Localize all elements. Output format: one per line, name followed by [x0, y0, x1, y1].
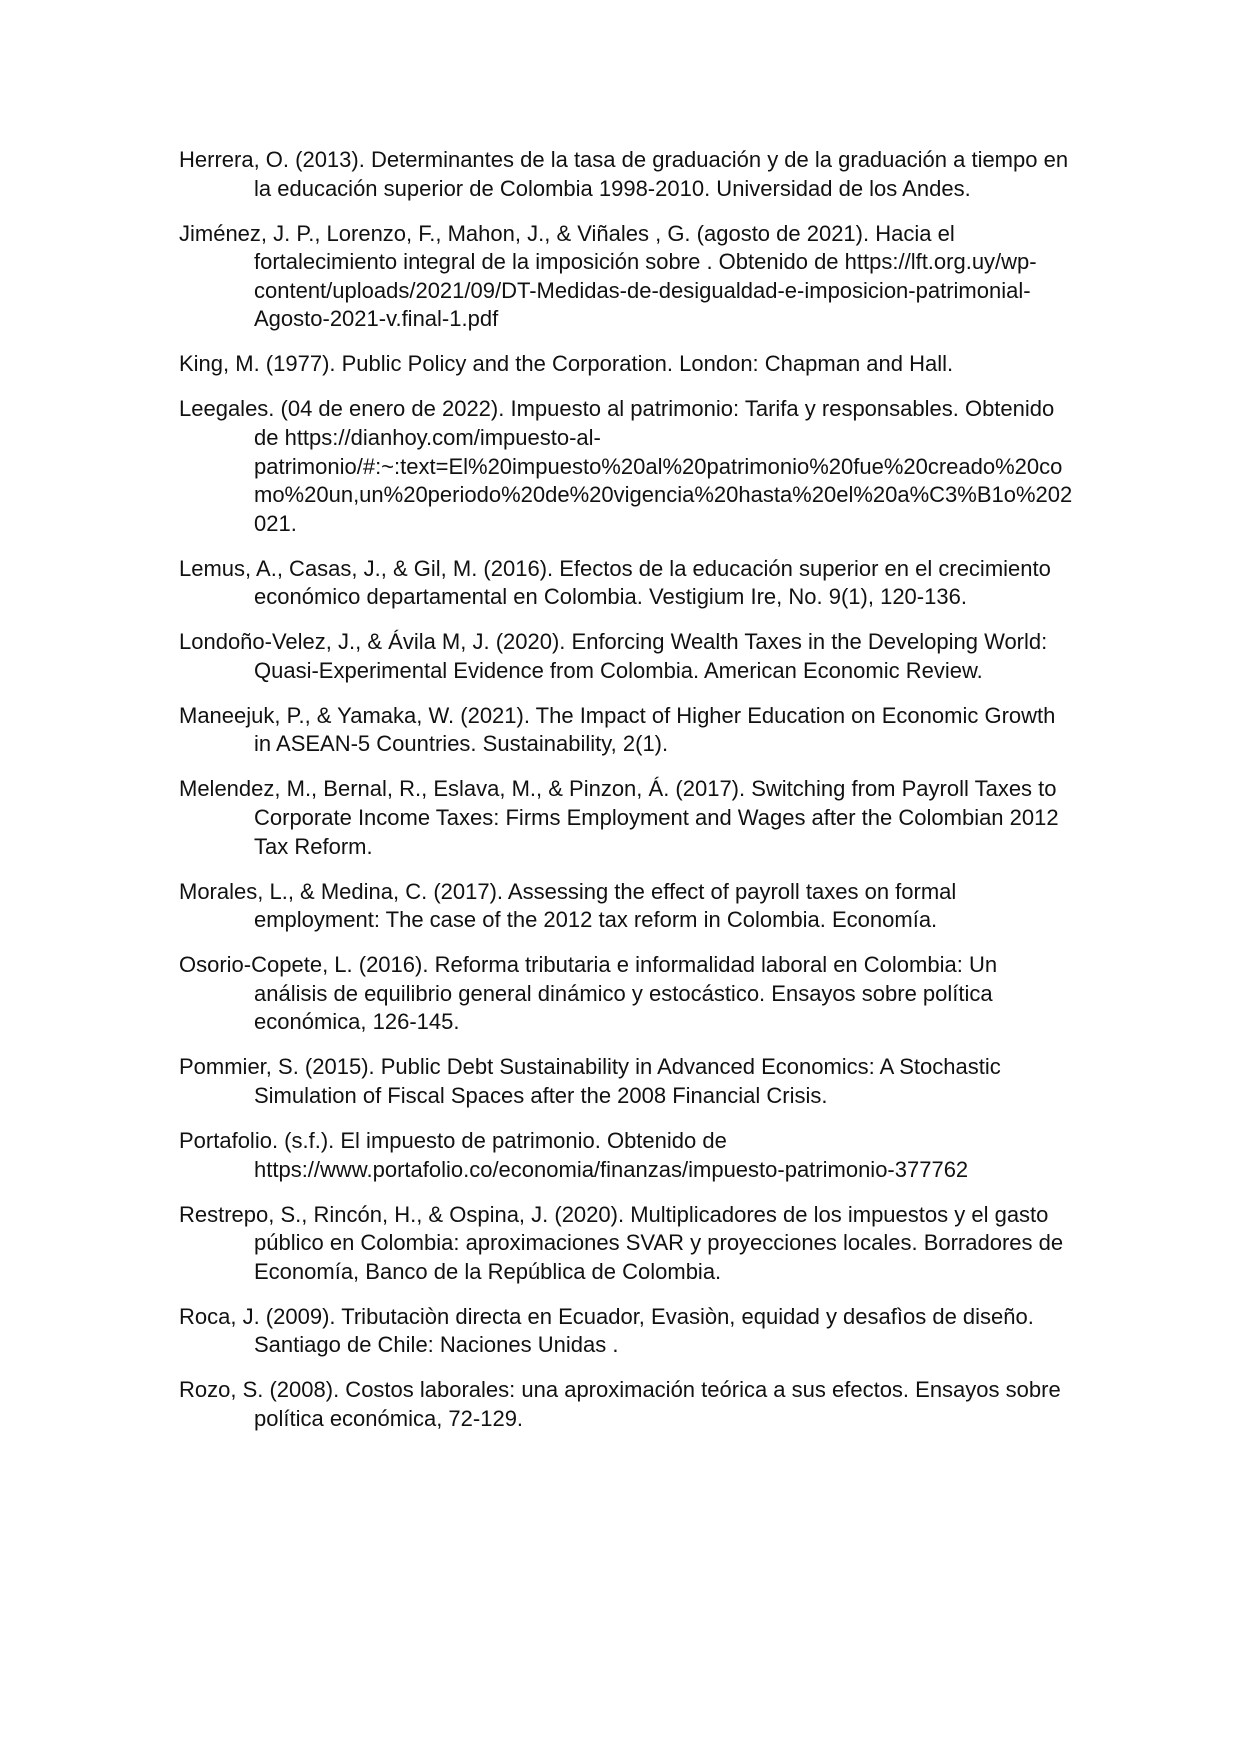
reference-entry: Herrera, O. (2013). Determinantes de la tasa de graduación y de la graduación a tiempo en la educación superior de Colombia 1998-2010. Universidad de los Andes.	[179, 147, 1069, 201]
reference-list	[179, 146, 1075, 1450]
reference-entry: Leegales. (04 de enero de 2022). Impuesto al patrimonio: Tarifa y responsables. Obtenido de https://dianhoy.com/impuesto-al-patrimonio/#:~:text=El%20impuesto%20al%20patrimonio%20fue%20creado%20como%20un,un%20periodo%20de%20vigencia%20hasta%20el%20a%C3%B1o%202021.	[179, 396, 1073, 536]
reference-entry: Jiménez, J. P., Lorenzo, F., Mahon, J., & Viñales , G. (agosto de 2021). Hacia el fortalecimiento integral de la imposición sobre . Obtenido de https://lft.org.uy/wp-content/uploads/2021/09/DT-Medidas-de-desigualdad-e-imposicion-patrimonial-Agosto-2021-v.final-1.pdf	[179, 220, 1037, 332]
reference-entry: King, M. (1977). Public Policy and the Corporation. London: Chapman and Hall.	[179, 351, 954, 377]
reference-entry: Osorio-Copete, L. (2016). Reforma tributaria e informalidad laboral en Colombia: Un análisis de equilibrio general dinámico y estocástico. Ensayos sobre política económica, 126-145.	[179, 952, 998, 1035]
reference-entry: Maneejuk, P., & Yamaka, W. (2021). The Impact of Higher Education on Economic Growth in ASEAN-5 Countries. Sustainability, 2(1).	[179, 702, 1056, 757]
reference-entry: Restrepo, S., Rincón, H., & Ospina, J. (2020). Multiplicadores de los impuestos y el gasto público en Colombia: aproximaciones SVAR y proyecciones locales. Borradores de Economía, Banco de la República de Colombia.	[179, 1201, 1064, 1284]
reference-entry: Pommier, S. (2015). Public Debt Sustainability in Advanced Economics: A Stochastic Simulation of Fiscal Spaces after the 2008 Financial Crisis.	[179, 1054, 1001, 1108]
reference-entry: Roca, J. (2009). Tributaciòn directa en Ecuador, Evasiòn, equidad y desafìos de diseño. Santiago de Chile: Naciones Unidas .	[179, 1303, 1034, 1358]
reference-entry: Portafolio. (s.f.). El impuesto de patrimonio. Obtenido de https://www.portafolio.co/economia/finanzas/impuesto-patrimonio-377762	[179, 1127, 969, 1182]
reference-entry: Lemus, A., Casas, J., & Gil, M. (2016). Efectos de la educación superior en el crecimiento económico departamental en Colombia. Vestigium Ire, No. 9(1), 120-136.	[179, 555, 1051, 610]
reference-entry: Morales, L., & Medina, C. (2017). Assessing the effect of payroll taxes on formal employment: The case of the 2012 tax reform in Colombia. Economía.	[179, 878, 957, 933]
reference-entry: Rozo, S. (2008). Costos laborales: una aproximación teórica a sus efectos. Ensayos sobre política económica, 72-129.	[179, 1377, 1061, 1431]
reference-entry: Londoño-Velez, J., & Ávila M, J. (2020). Enforcing Wealth Taxes in the Developing World: Quasi-Experimental Evidence from Colombia. American Economic Review.	[179, 629, 1048, 683]
reference-entry: Melendez, M., Bernal, R., Eslava, M., & Pinzon, Á. (2017). Switching from Payroll Taxes to Corporate Income Taxes: Firms Employment and Wages after the Colombian 2012 Tax Reform.	[179, 776, 1059, 859]
